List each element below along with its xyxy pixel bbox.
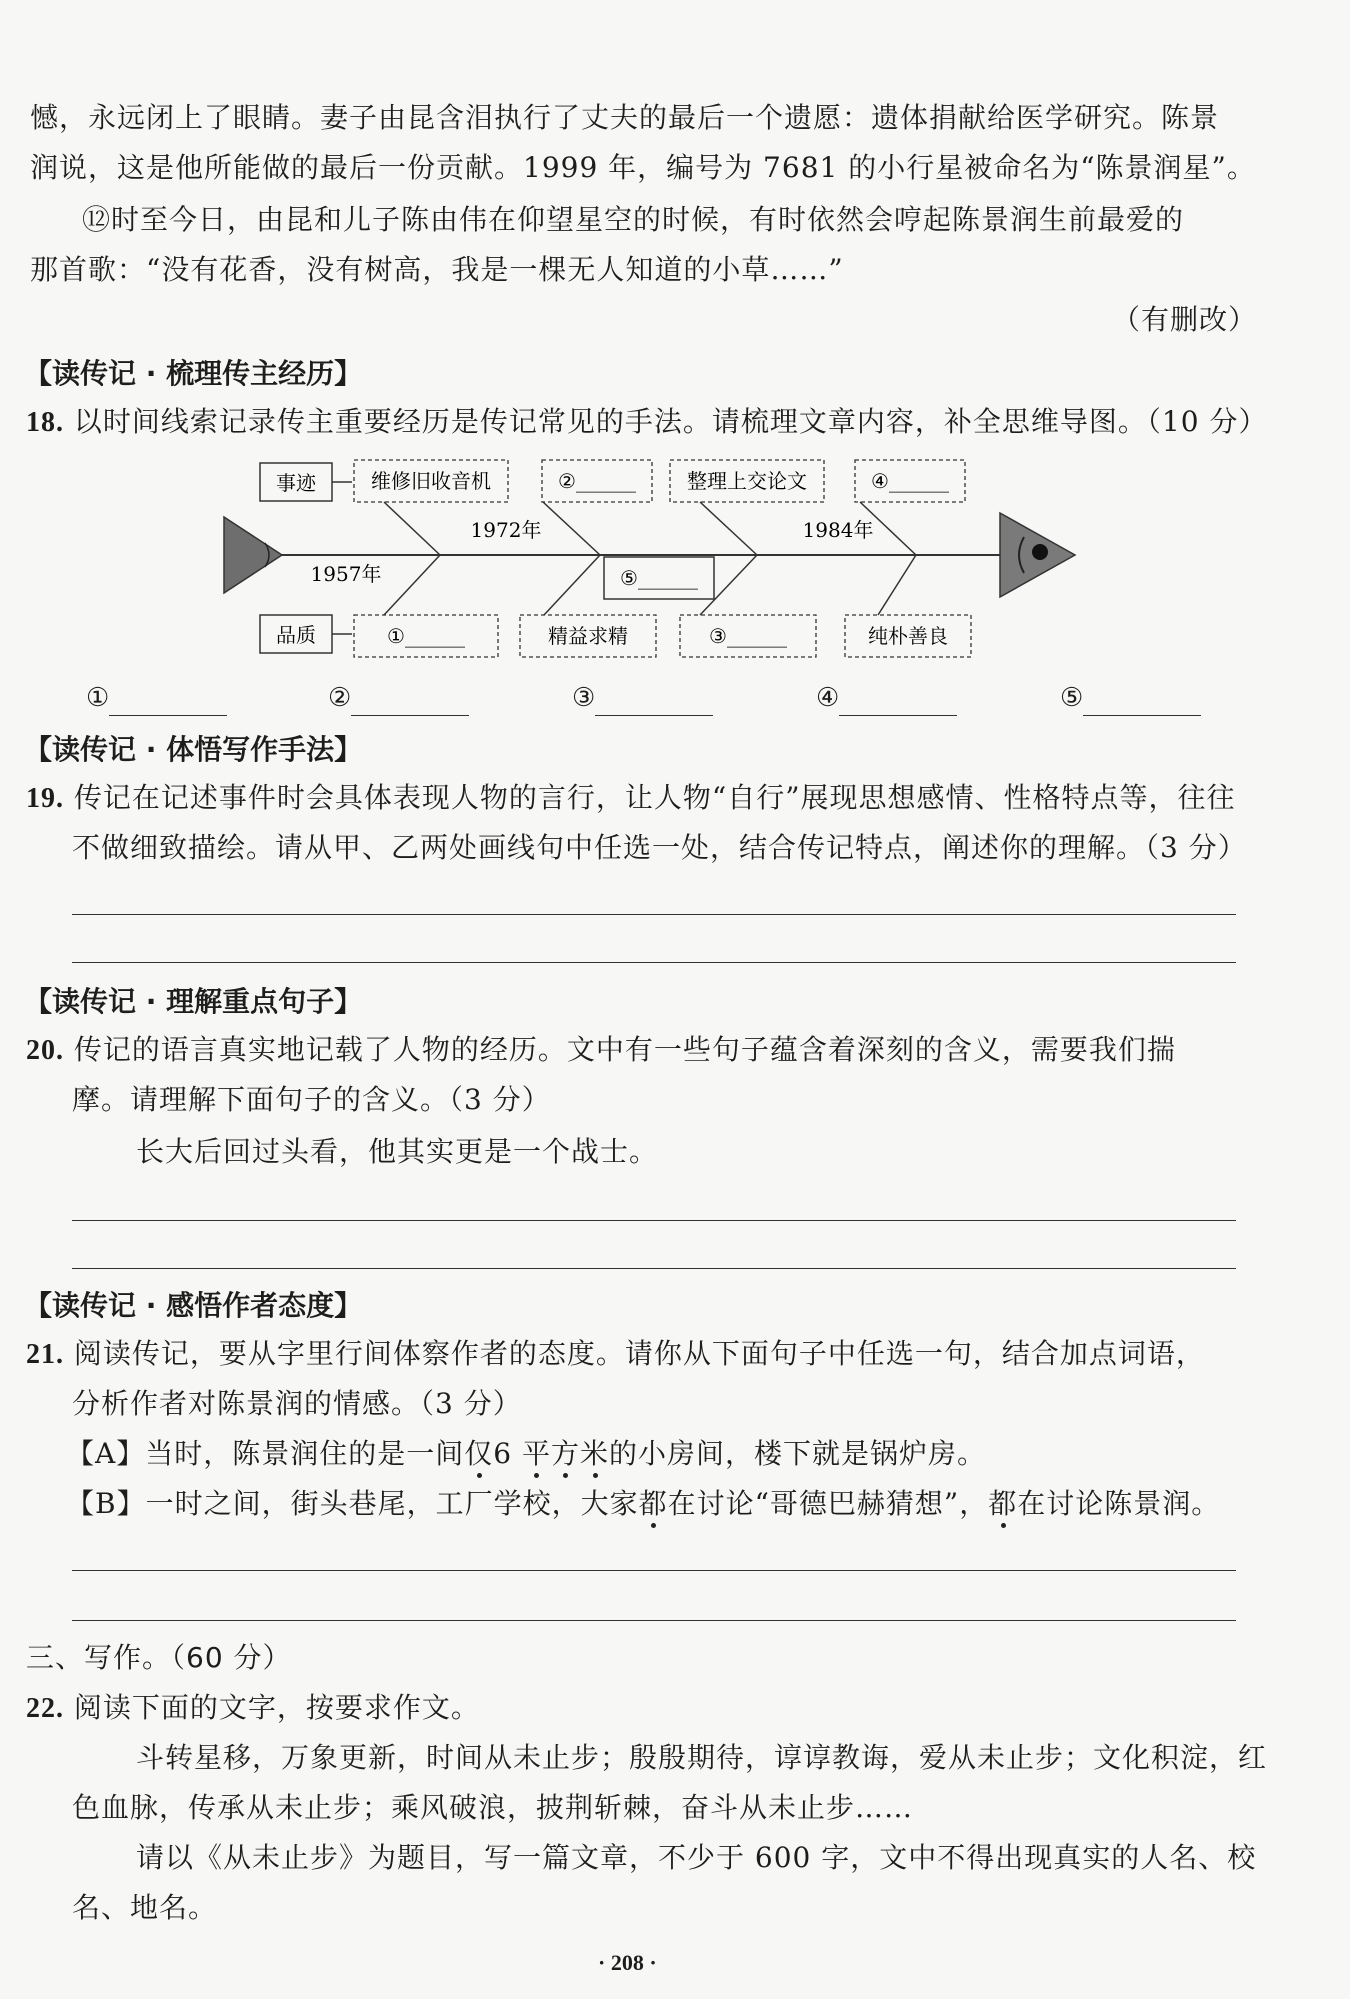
answer-line[interactable] — [72, 1570, 1236, 1571]
year-1984: 1984年 — [802, 518, 874, 542]
question-18 — [26, 402, 1267, 443]
writing-requirement-line-2: 名、地名。 — [72, 1891, 218, 1924]
label-qualities: 品质 — [276, 623, 316, 647]
diagram-tail — [224, 517, 282, 593]
section-heading-2: 【读传记 · 体悟写作手法】 — [24, 733, 363, 766]
question-21-line-1: 21. 阅读传记，要从字里行间体察作者的态度。请你从下面句子中任选一句，结合加点词语， — [26, 1337, 1205, 1370]
answer-blank-5[interactable]: ⑤ — [1060, 680, 1201, 716]
quality-4-text: 纯朴善良 — [868, 624, 948, 648]
fishbone-diagram — [0, 445, 1350, 675]
passage-line-3: ⑫时至今日，由昆和儿子陈由伟在仰望星空的时候，有时依然会哼起陈景润生前最爱的 — [82, 203, 1185, 236]
answer-blank-3[interactable]: ③ — [572, 680, 713, 716]
passage-line-2: 润说，这是他所能做的最后一份贡献。1999 年，编号为 7681 的小行星被命名为“陈景润星”。 — [30, 151, 1256, 184]
passage-line-4: 那首歌：“没有花香，没有树高，我是一棵无人知道的小草……” — [30, 253, 844, 286]
writing-requirement-line-1: 请以《从未止步》为题目，写一篇文章，不少于 600 字，文中不得出现真实的人名、校 — [136, 1841, 1257, 1874]
quality-3-text: ③______ — [709, 624, 787, 648]
quality-2-text: 精益求精 — [548, 624, 628, 648]
question-20-quote: 长大后回过头看，他其实更是一个战士。 — [136, 1135, 659, 1168]
emphasized-words: 平方米 — [521, 1437, 610, 1470]
center-box-text: ⑤______ — [620, 566, 698, 590]
answer-line[interactable] — [72, 962, 1236, 963]
question-number: 18. — [26, 407, 64, 438]
event-4-text: ④______ — [871, 469, 949, 493]
answer-blank-1[interactable]: ① — [86, 680, 227, 716]
question-20-line-2: 摩。请理解下面句子的含义。（3 分） — [72, 1083, 551, 1116]
answer-blank-2[interactable]: ② — [328, 680, 469, 716]
answer-line[interactable] — [72, 1220, 1236, 1221]
year-1972: 1972年 — [470, 518, 542, 542]
section-heading-3: 【读传记 · 理解重点句子】 — [24, 985, 363, 1018]
writing-material-line-1: 斗转星移，万象更新，时间从未止步；殷殷期待，谆谆教诲，爱从未止步；文化积淀，红 — [136, 1741, 1268, 1774]
sentence-a: 【A】当时，陈景润住的是一间仅6 平方米的小房间，楼下就是锅炉房。 — [66, 1437, 987, 1470]
answer-blank-4[interactable]: ④ — [816, 680, 957, 716]
writing-material-line-2: 色血脉，传承从未止步；乘风破浪，披荆斩棘，奋斗从未止步…… — [72, 1791, 914, 1824]
question-19-line-2: 不做细致描绘。请从甲、乙两处画线句中任选一处，结合传记特点，阐述你的理解。（3 分） — [72, 831, 1247, 864]
section-heading-4: 【读传记 · 感悟作者态度】 — [24, 1289, 363, 1322]
question-text: 以时间线索记录传主重要经历是传记常见的手法。请梳理文章内容，补全思维导图。（10 分） — [73, 405, 1268, 438]
question-20-line-1: 20. 传记的语言真实地记载了人物的经历。文中有一些句子蕴含着深刻的含义，需要我们揣 — [26, 1033, 1176, 1066]
passage-line-1: 憾，永远闭上了眼睛。妻子由昆含泪执行了丈夫的最后一个遗愿：遗体捐献给医学研究。陈景 — [30, 101, 1220, 134]
page-number: · 208 · — [598, 1950, 657, 1975]
writing-heading: 三、写作。（60 分） — [26, 1641, 292, 1674]
question-22: 22. 阅读下面的文字，按要求作文。 — [26, 1691, 480, 1724]
deletion-note: （有删改） — [1112, 303, 1258, 336]
event-3-text: 整理上交论文 — [687, 469, 807, 493]
question-21-line-2: 分析作者对陈景润的情感。（3 分） — [72, 1387, 522, 1420]
year-1957: 1957年 — [310, 562, 382, 586]
section-heading-1: 【读传记 · 梳理传主经历】 — [24, 357, 363, 390]
question-19-line-1: 19. 传记在记述事件时会具体表现人物的言行，让人物“自行”展现思想感情、性格特点等，往往 — [26, 781, 1236, 814]
event-1-text: 维修旧收音机 — [371, 469, 491, 493]
diagram-eye — [1032, 544, 1048, 560]
label-events: 事迹 — [276, 471, 316, 495]
answer-line[interactable] — [72, 1268, 1236, 1269]
event-2-text: ②______ — [558, 469, 636, 493]
answer-line[interactable] — [72, 914, 1236, 915]
sentence-b: 【B】一时之间，街头巷尾，工厂学校，大家都在讨论“哥德巴赫猜想”，都在讨论陈景润。 — [66, 1487, 1221, 1520]
answer-line[interactable] — [72, 1620, 1236, 1621]
quality-1-text: ①______ — [387, 624, 465, 648]
